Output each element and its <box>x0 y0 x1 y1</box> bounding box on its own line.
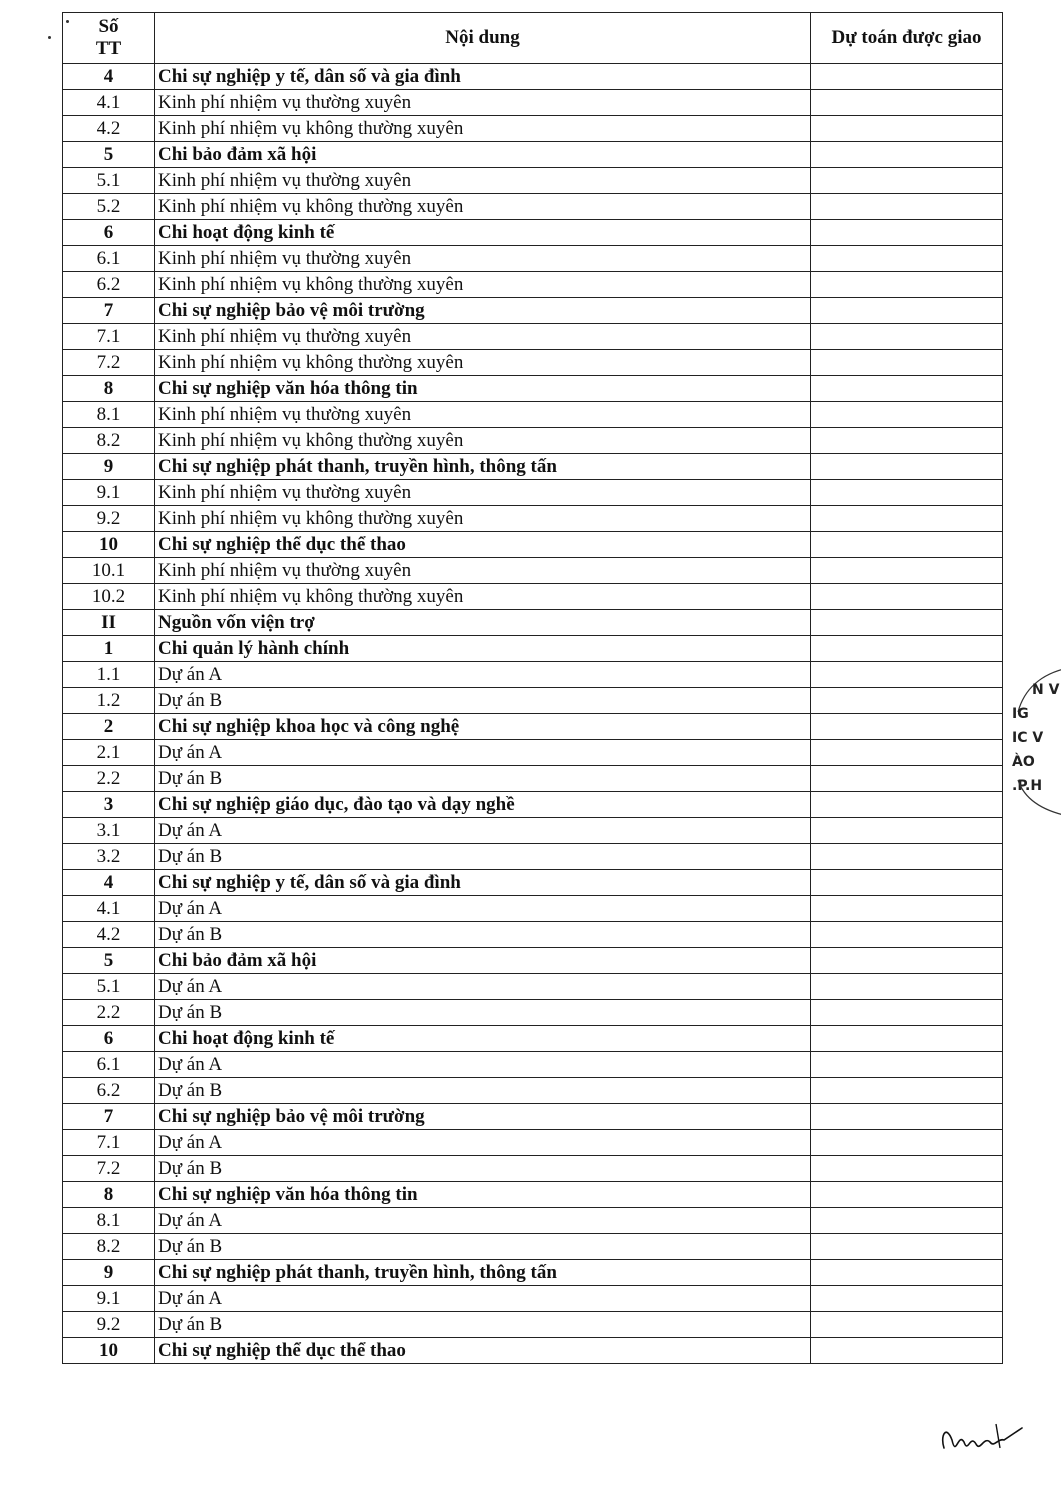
row-budget <box>811 1260 1003 1286</box>
row-budget <box>811 428 1003 454</box>
row-budget <box>811 1026 1003 1052</box>
table-row <box>63 64 1003 90</box>
table-row <box>63 584 1003 610</box>
row-content: Chi hoạt động kinh tế <box>155 1026 811 1052</box>
row-budget <box>811 844 1003 870</box>
row-content: Chi sự nghiệp phát thanh, truyền hình, thông tấn <box>155 454 811 480</box>
row-budget <box>811 974 1003 1000</box>
row-number: 2 <box>63 714 155 740</box>
row-budget <box>811 922 1003 948</box>
row-number: 10 <box>63 532 155 558</box>
row-number: 8.2 <box>63 1234 155 1260</box>
row-content: Kinh phí nhiệm vụ thường xuyên <box>155 480 811 506</box>
row-number: 10.1 <box>63 558 155 584</box>
row-content: Chi sự nghiệp bảo vệ môi trường <box>155 298 811 324</box>
row-budget <box>811 740 1003 766</box>
table-row <box>63 1234 1003 1260</box>
row-number: 7 <box>63 298 155 324</box>
table-row <box>63 922 1003 948</box>
row-content: Dự án B <box>155 1234 811 1260</box>
row-content: Dự án A <box>155 662 811 688</box>
row-number: 6 <box>63 220 155 246</box>
table-row <box>63 1026 1003 1052</box>
row-content: Chi sự nghiệp văn hóa thông tin <box>155 1182 811 1208</box>
row-number: 8.1 <box>63 1208 155 1234</box>
row-content: Chi hoạt động kinh tế <box>155 220 811 246</box>
row-content: Kinh phí nhiệm vụ thường xuyên <box>155 402 811 428</box>
row-content: Kinh phí nhiệm vụ thường xuyên <box>155 90 811 116</box>
row-number: 10.2 <box>63 584 155 610</box>
row-budget <box>811 896 1003 922</box>
row-content: Dự án A <box>155 1208 811 1234</box>
table-body <box>63 64 1003 1364</box>
row-budget <box>811 90 1003 116</box>
row-content: Dự án B <box>155 766 811 792</box>
table-row <box>63 948 1003 974</box>
seal-stamp-fragment <box>1010 660 1061 820</box>
table-row <box>63 220 1003 246</box>
row-number: 9.2 <box>63 1312 155 1338</box>
table-row <box>63 636 1003 662</box>
row-number: 6.2 <box>63 1078 155 1104</box>
row-number: II <box>63 610 155 636</box>
row-budget <box>811 142 1003 168</box>
table-row <box>63 376 1003 402</box>
row-number: 2.2 <box>63 766 155 792</box>
row-number: 5 <box>63 142 155 168</box>
row-number: 8.1 <box>63 402 155 428</box>
row-budget <box>811 688 1003 714</box>
row-content: Kinh phí nhiệm vụ không thường xuyên <box>155 428 811 454</box>
table-row <box>63 662 1003 688</box>
row-number: 8 <box>63 376 155 402</box>
table-row <box>63 298 1003 324</box>
row-budget <box>811 506 1003 532</box>
row-number: 9.1 <box>63 1286 155 1312</box>
row-budget <box>811 350 1003 376</box>
table-row <box>63 974 1003 1000</box>
row-budget <box>811 610 1003 636</box>
table-row <box>63 1338 1003 1364</box>
row-budget <box>811 194 1003 220</box>
row-number: 2.1 <box>63 740 155 766</box>
row-number: 8 <box>63 1182 155 1208</box>
row-budget <box>811 1234 1003 1260</box>
table-row <box>63 324 1003 350</box>
row-content: Dự án A <box>155 818 811 844</box>
table-row <box>63 558 1003 584</box>
row-content: Chi bảo đảm xã hội <box>155 142 811 168</box>
row-budget <box>811 636 1003 662</box>
table-row <box>63 1000 1003 1026</box>
row-number: 4.1 <box>63 90 155 116</box>
row-budget <box>811 220 1003 246</box>
row-budget <box>811 948 1003 974</box>
row-content: Kinh phí nhiệm vụ thường xuyên <box>155 168 811 194</box>
row-number: 1.2 <box>63 688 155 714</box>
table-row <box>63 1182 1003 1208</box>
row-content: Kinh phí nhiệm vụ thường xuyên <box>155 324 811 350</box>
row-number: 7 <box>63 1104 155 1130</box>
row-content: Dự án B <box>155 1000 811 1026</box>
row-budget <box>811 1052 1003 1078</box>
row-content: Chi bảo đảm xã hội <box>155 948 811 974</box>
table-row <box>63 792 1003 818</box>
row-budget <box>811 662 1003 688</box>
row-budget <box>811 1338 1003 1364</box>
row-number: 6.2 <box>63 272 155 298</box>
row-content: Kinh phí nhiệm vụ không thường xuyên <box>155 350 811 376</box>
row-content: Dự án B <box>155 1156 811 1182</box>
budget-table <box>62 12 1003 1364</box>
row-number: 5.1 <box>63 168 155 194</box>
table-row <box>63 168 1003 194</box>
table-header-row <box>63 13 1003 64</box>
table-row <box>63 766 1003 792</box>
row-number: 4 <box>63 64 155 90</box>
row-content: Dự án A <box>155 974 811 1000</box>
row-budget <box>811 1104 1003 1130</box>
table-row <box>63 1078 1003 1104</box>
row-number: 8.2 <box>63 428 155 454</box>
row-budget <box>811 1078 1003 1104</box>
row-number: 7.1 <box>63 1130 155 1156</box>
table-row <box>63 1130 1003 1156</box>
row-content: Dự án A <box>155 896 811 922</box>
row-budget <box>811 246 1003 272</box>
row-content: Chi quản lý hành chính <box>155 636 811 662</box>
table-row <box>63 272 1003 298</box>
table-row <box>63 532 1003 558</box>
row-number: 9 <box>63 454 155 480</box>
row-budget <box>811 480 1003 506</box>
row-content: Kinh phí nhiệm vụ không thường xuyên <box>155 194 811 220</box>
row-budget <box>811 1156 1003 1182</box>
row-content: Chi sự nghiệp y tế, dân số và gia đình <box>155 870 811 896</box>
row-number: 7.1 <box>63 324 155 350</box>
svg-text:N VIGIC VÀO.P.H: N V IG IC V ÀO .P.H <box>1012 682 1060 794</box>
row-content: Kinh phí nhiệm vụ không thường xuyên <box>155 584 811 610</box>
row-content: Dự án A <box>155 740 811 766</box>
row-budget <box>811 376 1003 402</box>
row-content: Dự án B <box>155 922 811 948</box>
row-budget <box>811 454 1003 480</box>
row-budget <box>811 766 1003 792</box>
header-stt: Số TT <box>63 13 155 64</box>
row-content: Nguồn vốn viện trợ <box>155 610 811 636</box>
row-budget <box>811 714 1003 740</box>
row-content: Dự án B <box>155 688 811 714</box>
table-row <box>63 480 1003 506</box>
row-number: 10 <box>63 1338 155 1364</box>
table-row <box>63 454 1003 480</box>
row-budget <box>811 818 1003 844</box>
row-number: 9.2 <box>63 506 155 532</box>
row-number: 9 <box>63 1260 155 1286</box>
table-row <box>63 194 1003 220</box>
row-content: Kinh phí nhiệm vụ thường xuyên <box>155 246 811 272</box>
row-content: Chi sự nghiệp thể dục thể thao <box>155 532 811 558</box>
table-row <box>63 142 1003 168</box>
row-budget <box>811 64 1003 90</box>
table-row <box>63 714 1003 740</box>
row-content: Dự án A <box>155 1286 811 1312</box>
row-content: Kinh phí nhiệm vụ không thường xuyên <box>155 116 811 142</box>
table-row <box>63 1104 1003 1130</box>
row-content: Chi sự nghiệp bảo vệ môi trường <box>155 1104 811 1130</box>
row-number: 4.1 <box>63 896 155 922</box>
row-number: 3.2 <box>63 844 155 870</box>
table-row <box>63 1312 1003 1338</box>
table-row <box>63 688 1003 714</box>
row-number: 4 <box>63 870 155 896</box>
row-budget <box>811 870 1003 896</box>
row-number: 1.1 <box>63 662 155 688</box>
table-row <box>63 870 1003 896</box>
row-budget <box>811 792 1003 818</box>
row-content: Chi sự nghiệp thể dục thể thao <box>155 1338 811 1364</box>
scan-speck <box>48 36 51 39</box>
table-row <box>63 818 1003 844</box>
row-content: Chi sự nghiệp giáo dục, đào tạo và dạy nghề <box>155 792 811 818</box>
row-content: Chi sự nghiệp khoa học và công nghệ <box>155 714 811 740</box>
row-budget <box>811 1182 1003 1208</box>
table-row <box>63 1208 1003 1234</box>
header-content: Nội dung <box>155 13 811 64</box>
table-row <box>63 402 1003 428</box>
row-number: 7.2 <box>63 1156 155 1182</box>
row-number: 3.1 <box>63 818 155 844</box>
row-content: Dự án A <box>155 1130 811 1156</box>
row-number: 9.1 <box>63 480 155 506</box>
table-row <box>63 896 1003 922</box>
header-budget: Dự toán được giao <box>811 13 1003 64</box>
row-number: 6.1 <box>63 1052 155 1078</box>
table-row <box>63 350 1003 376</box>
row-number: 5 <box>63 948 155 974</box>
row-budget <box>811 1000 1003 1026</box>
row-number: 4.2 <box>63 922 155 948</box>
table-row <box>63 740 1003 766</box>
row-number: 2.2 <box>63 1000 155 1026</box>
row-number: 3 <box>63 792 155 818</box>
row-budget <box>811 1208 1003 1234</box>
row-content: Chi sự nghiệp y tế, dân số và gia đình <box>155 64 811 90</box>
row-budget <box>811 402 1003 428</box>
row-number: 4.2 <box>63 116 155 142</box>
row-number: 7.2 <box>63 350 155 376</box>
row-number: 5.1 <box>63 974 155 1000</box>
row-content: Kinh phí nhiệm vụ không thường xuyên <box>155 272 811 298</box>
row-content: Chi sự nghiệp phát thanh, truyền hình, thông tấn <box>155 1260 811 1286</box>
row-content: Dự án A <box>155 1052 811 1078</box>
row-budget <box>811 298 1003 324</box>
table-row <box>63 1052 1003 1078</box>
handwritten-initials <box>938 1418 1028 1468</box>
row-number: 5.2 <box>63 194 155 220</box>
table-row <box>63 116 1003 142</box>
row-budget <box>811 558 1003 584</box>
table-row <box>63 1156 1003 1182</box>
table-row <box>63 610 1003 636</box>
row-budget <box>811 168 1003 194</box>
row-content: Kinh phí nhiệm vụ thường xuyên <box>155 558 811 584</box>
row-number: 6.1 <box>63 246 155 272</box>
row-budget <box>811 1312 1003 1338</box>
row-content: Dự án B <box>155 844 811 870</box>
row-budget <box>811 116 1003 142</box>
row-budget <box>811 532 1003 558</box>
row-number: 6 <box>63 1026 155 1052</box>
row-content: Dự án B <box>155 1078 811 1104</box>
row-budget <box>811 1286 1003 1312</box>
table-row <box>63 90 1003 116</box>
row-number: 1 <box>63 636 155 662</box>
row-budget <box>811 584 1003 610</box>
table-row <box>63 1260 1003 1286</box>
table-row <box>63 246 1003 272</box>
row-content: Chi sự nghiệp văn hóa thông tin <box>155 376 811 402</box>
row-budget <box>811 272 1003 298</box>
table-row <box>63 844 1003 870</box>
row-budget <box>811 1130 1003 1156</box>
row-content: Dự án B <box>155 1312 811 1338</box>
table-row <box>63 506 1003 532</box>
table-row <box>63 428 1003 454</box>
row-content: Kinh phí nhiệm vụ không thường xuyên <box>155 506 811 532</box>
table-row <box>63 1286 1003 1312</box>
row-budget <box>811 324 1003 350</box>
